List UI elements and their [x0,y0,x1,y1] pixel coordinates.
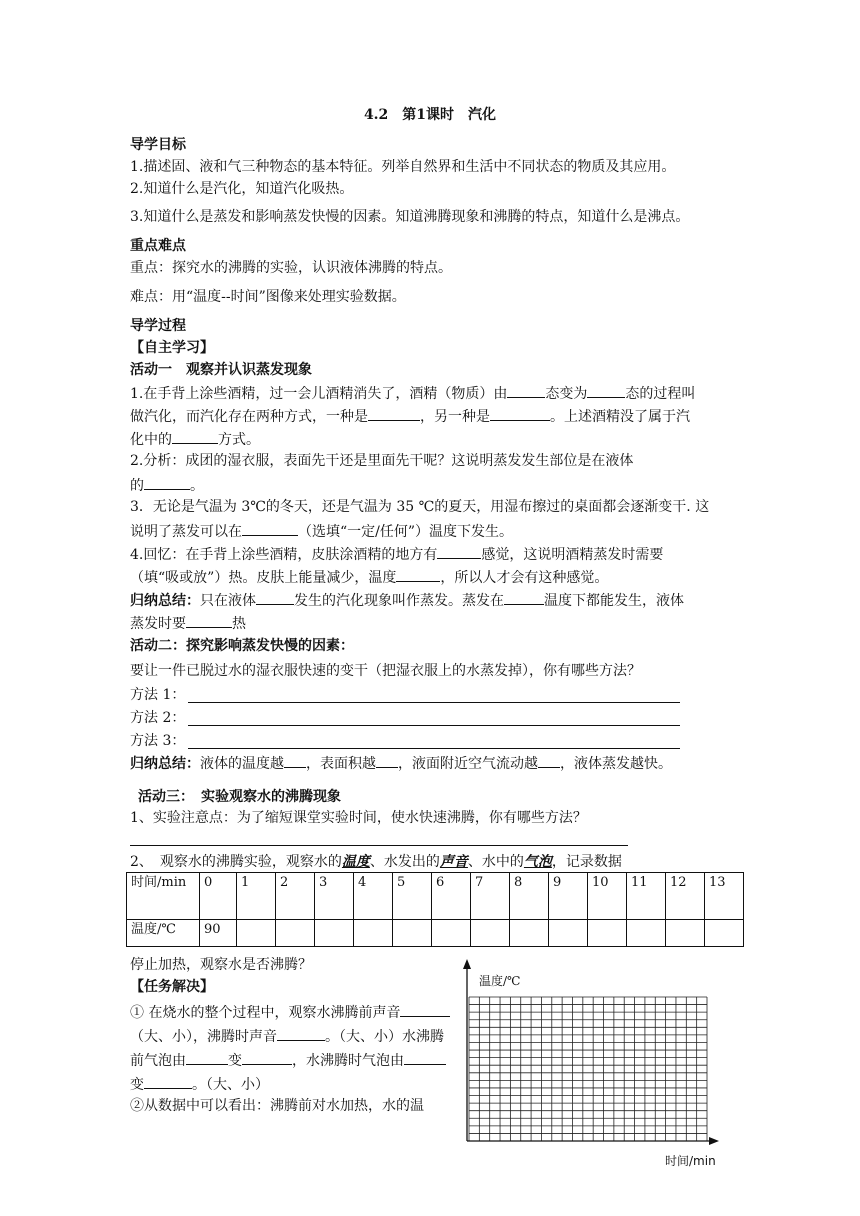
table-row-time [127,873,744,920]
table-cell: 12 [666,873,705,920]
method-3: 方法 3： [130,733,186,749]
text: 。（大、小） [192,1077,269,1093]
table-row-label: 温度/℃ [127,920,200,947]
grid-lines [469,997,707,1141]
activity1-summary [130,589,684,611]
activity3-q2 [130,852,622,872]
text: 态的过程叫 [625,386,696,402]
table-cell-input[interactable] [705,920,744,947]
text: 、水中的 [467,854,524,870]
answer-blank[interactable] [256,589,294,605]
activity2-summary [130,752,672,774]
table-cell-input[interactable] [471,920,510,947]
method-3-answer-line[interactable] [188,748,680,749]
text: 感觉，这说明酒精蒸发时需要 [481,547,664,563]
table-cell: 11 [627,873,666,920]
activity1-heading: 活动一 观察并认识蒸发现象 [130,362,312,378]
method-1: 方法 1： [130,687,186,703]
text: （填“吸或放”）热。皮肤上能量减少，温度 [130,570,397,586]
text: 的 [130,478,144,494]
answer-blank[interactable] [277,1025,325,1041]
text: ，液面附近空气流动越 [398,756,538,772]
data-table [126,872,744,947]
text: 2、 观察水的沸腾实验，观察水的 [130,854,342,870]
self-study-heading: 【自主学习】 [130,340,214,356]
x-axis-label: 时间/min [665,1154,716,1168]
table-cell-input[interactable] [276,920,315,947]
text: 1.在手背上涂些酒精，过一会儿酒精消失了，酒精（物质）由 [130,386,508,402]
key-point: 重点：探究水的沸腾的实验，认识液体沸腾的特点。 [130,260,452,276]
table-cell: 1 [237,873,276,920]
answer-blank[interactable] [376,752,398,768]
table-row-temperature [127,920,744,947]
activity2-heading: 活动二：探究影响蒸发快慢的因素： [130,638,354,654]
answer-blank[interactable] [396,566,440,582]
table-cell: 9 [549,873,588,920]
table-cell-input[interactable] [510,920,549,947]
activity1-summary-b [130,612,246,634]
text: 4.回忆：在手背上涂些酒精，皮肤涂酒精的地方有 [130,547,438,563]
method-1-answer-line[interactable] [188,702,680,703]
text: ，水沸腾时气泡由 [292,1053,404,1069]
process-heading: 导学过程 [130,318,186,334]
summary-label: 归纳总结： [130,593,200,609]
activity1-q2b [130,474,204,496]
table-cell-input[interactable] [237,920,276,947]
stop-heating-question: 停止加热，观察水是否沸腾？ [130,957,312,973]
answer-blank[interactable] [368,405,420,421]
answer-blank[interactable] [144,474,190,490]
text: 说明了蒸发可以在 [130,524,242,540]
keyword-sound: 声音 [439,854,468,870]
text: ，另一种是 [420,409,490,425]
activity1-q3: 3．无论是气温为 3℃的冬天，还是气温为 35 ℃的夏天，用湿布擦过的桌面都会逐渐变干. 这 [130,499,710,515]
temperature-time-grid[interactable] [455,955,735,1170]
table-cell: 5 [393,873,432,920]
text: 态变为 [545,386,588,402]
text: 发生的汽化现象叫作蒸发。蒸发在 [294,593,504,609]
table-cell: 10 [588,873,627,920]
key-points-heading: 重点难点 [130,238,186,254]
text: 。上述酒精没了属于汽 [550,409,690,425]
text: ，液体蒸发越快。 [560,756,672,772]
table-cell-input[interactable] [627,920,666,947]
text: 变 [228,1053,242,1069]
text: ，所以人才会有这种感觉。 [440,570,609,586]
activity1-q1c [130,428,260,450]
keyword-temperature: 温度 [341,854,370,870]
task-heading: 【任务解决】 [130,979,214,995]
text: 液体的温度越 [200,756,284,772]
text: 、水发出的 [369,854,440,870]
difficulty: 难点：用“温度--时间”图像来处理实验数据。 [130,289,406,305]
table-cell-input[interactable] [432,920,471,947]
activity1-q3b [130,520,513,542]
answer-blank[interactable] [186,612,232,628]
objective-3: 3.知道什么是蒸发和影响蒸发快慢的因素。知道沸腾现象和沸腾的特点，知道什么是沸点。 [130,209,690,225]
text: （选填“一定/任何”）温度下发生。 [298,524,514,540]
activity1-q1b [130,405,690,427]
activity1-q2: 2.分析：成团的湿衣服，表面先干还是里面先干呢？这说明蒸发发生部位是在液体 [130,453,634,469]
answer-blank[interactable] [404,1049,446,1065]
y-axis-arrow [463,959,471,969]
activity1-q4b [130,566,608,588]
answer-blank[interactable] [538,752,560,768]
answer-blank[interactable] [186,1049,228,1065]
activity1-q4 [130,543,663,565]
text: 做汽化，而汽化存在两种方式，一种是 [130,409,368,425]
table-cell-input[interactable] [549,920,588,947]
text: 。 [190,478,204,494]
keyword-bubbles: 气泡 [523,854,552,870]
text: （大、小），沸腾时声音 [130,1029,277,1045]
table-cell-input[interactable] [354,920,393,947]
method-2-answer-line[interactable] [188,725,680,726]
table-cell: 4 [354,873,393,920]
page-title: 4.2 第1课时 汽化 [363,107,497,123]
text: 化中的 [130,432,172,448]
task-text [130,1001,452,1097]
text: 蒸发时要 [130,616,186,632]
activity3-heading: 活动三： 实验观察水的沸腾现象 [138,789,341,805]
table-cell: 7 [471,873,510,920]
activity3-q1: 1、实验注意点：为了缩短课堂实验时间，使水快速沸腾，你有哪些方法？ [130,810,587,826]
y-axis-label: 温度/℃ [479,974,521,988]
activity1-q1 [130,382,695,404]
task-text-2: ②从数据中可以看出：沸腾前对水加热，水的温 [130,1098,424,1114]
table-cell: 90 [200,920,237,947]
answer-blank[interactable] [504,589,544,605]
table-cell-input[interactable] [315,920,354,947]
objective-1: 1.描述固、液和气三种物态的基本特征。列举自然界和生活中不同状态的物质及其应用。 [130,159,676,175]
answer-blank[interactable] [242,1049,292,1065]
objectives-heading: 导学目标 [130,137,186,153]
answer-blank[interactable] [490,405,550,421]
x-axis-arrow [709,1137,719,1145]
table-cell: 3 [315,873,354,920]
text: ，表面积越 [306,756,376,772]
text: 变 [130,1077,144,1093]
answer-blank[interactable] [284,752,306,768]
text: 只在液体 [200,593,256,609]
table-cell: 2 [276,873,315,920]
text: 。（大、小）水沸腾前气泡由 [130,1029,444,1069]
answer-blank[interactable] [242,520,298,536]
text: ① 在烧水的整个过程中，观察水沸腾前声音 [130,1005,401,1021]
table-cell: 0 [200,873,237,920]
method-2: 方法 2： [130,710,186,726]
summary-label: 归纳总结： [130,756,200,772]
table-cell-input[interactable] [393,920,432,947]
answer-blank[interactable] [144,1073,192,1089]
answer-blank[interactable] [400,1001,450,1017]
table-cell-input[interactable] [666,920,705,947]
answer-blank[interactable] [507,382,545,398]
table-cell: 6 [432,873,471,920]
table-cell: 8 [510,873,549,920]
table-cell: 13 [705,873,744,920]
objective-2: 2.知道什么是汽化，知道汽化吸热。 [130,181,354,197]
answer-blank[interactable] [172,428,218,444]
text: 热 [232,616,246,632]
answer-blank[interactable] [587,382,625,398]
text: 温度下都能发生，液体 [544,593,684,609]
table-cell-input[interactable] [588,920,627,947]
table-row-label: 时间/min [127,873,200,920]
answer-blank[interactable] [437,543,481,559]
text: 方式。 [218,432,260,448]
activity3-q1-answer-line[interactable] [130,845,628,846]
text: ，记录数据 [551,854,622,870]
activity2-question: 要让一件已脱过水的湿衣服快速的变干（把湿衣服上的水蒸发掉），你有哪些方法？ [130,663,641,679]
